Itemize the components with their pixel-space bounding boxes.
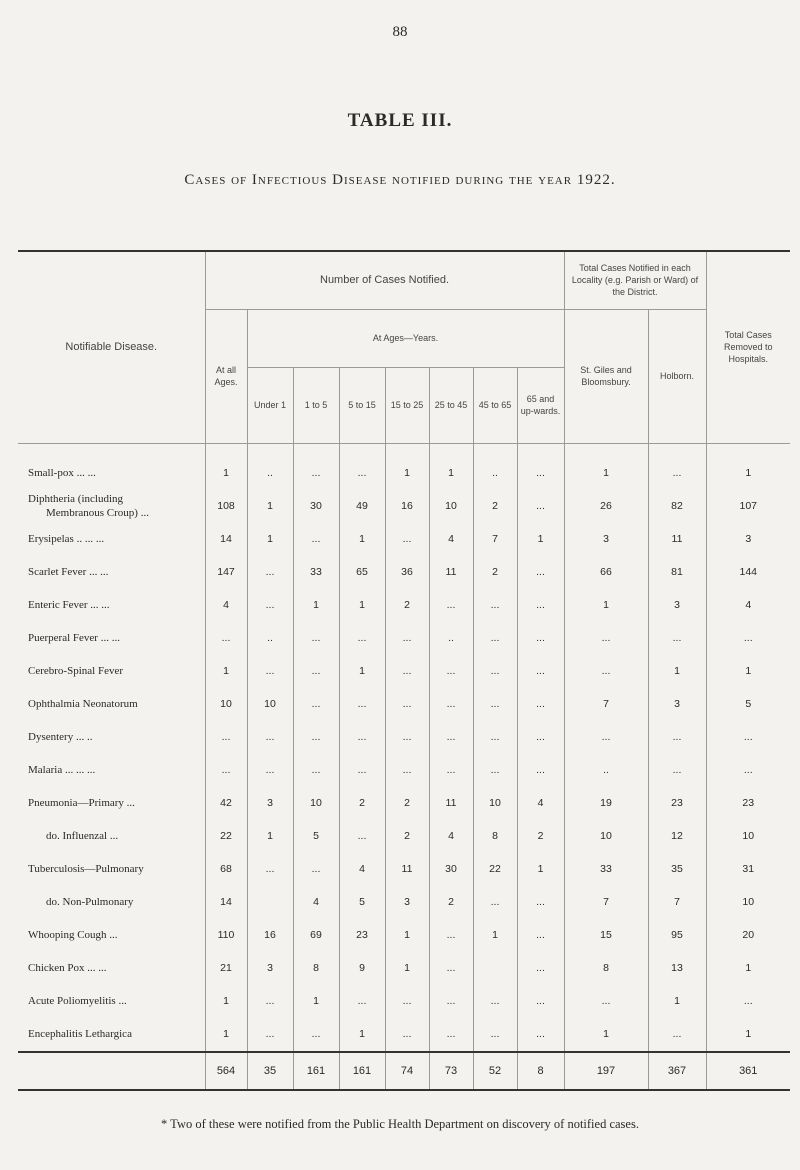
- count-cell: ..: [247, 443, 293, 490]
- count-cell: 1: [517, 853, 564, 886]
- count-cell: 42: [205, 787, 247, 820]
- count-cell: ...: [339, 688, 385, 721]
- count-cell: 5: [293, 820, 339, 853]
- count-cell: ...: [429, 721, 473, 754]
- count-cell: 14: [205, 523, 247, 556]
- count-cell: ..: [564, 754, 648, 787]
- count-cell: 1: [385, 443, 429, 490]
- count-cell: ...: [517, 443, 564, 490]
- count-cell: ...: [706, 754, 790, 787]
- count-cell: ...: [385, 754, 429, 787]
- table-row: [18, 1018, 790, 1052]
- header-at-ages: At Ages—Years.: [247, 309, 564, 367]
- count-cell: ...: [517, 721, 564, 754]
- count-cell: 1: [247, 523, 293, 556]
- totals-label-cell: [18, 1052, 205, 1090]
- count-cell: 69: [293, 919, 339, 952]
- count-cell: ..: [473, 443, 517, 490]
- count-cell: ...: [648, 721, 706, 754]
- total-cell: 8: [517, 1052, 564, 1090]
- count-cell: 14: [205, 886, 247, 919]
- total-cell: 161: [293, 1052, 339, 1090]
- count-cell: 7: [564, 886, 648, 919]
- count-cell: 2: [385, 820, 429, 853]
- count-cell: 1: [205, 1018, 247, 1052]
- count-cell: 1: [205, 655, 247, 688]
- count-cell: 1: [564, 589, 648, 622]
- disease-name-cell: Enteric Fever ... ...: [18, 589, 205, 622]
- count-cell: 95: [648, 919, 706, 952]
- count-cell: 9: [339, 952, 385, 985]
- count-cell: 1: [205, 443, 247, 490]
- table-row: [18, 820, 790, 853]
- count-cell: ...: [429, 688, 473, 721]
- count-cell: 4: [205, 589, 247, 622]
- count-cell: ...: [339, 820, 385, 853]
- total-cell: 74: [385, 1052, 429, 1090]
- count-cell: 1: [247, 820, 293, 853]
- count-cell: ...: [517, 886, 564, 919]
- count-cell: 3: [706, 523, 790, 556]
- total-cell: 73: [429, 1052, 473, 1090]
- count-cell: 2: [429, 886, 473, 919]
- count-cell: ...: [339, 754, 385, 787]
- count-cell: 21: [205, 952, 247, 985]
- table-body: [18, 443, 790, 1052]
- infectious-disease-table: [18, 250, 790, 1091]
- table-row: [18, 655, 790, 688]
- count-cell: 1: [517, 523, 564, 556]
- count-cell: 1: [339, 589, 385, 622]
- header-age-5-to-15: 5 to 15: [339, 367, 385, 443]
- disease-name-cell: do. Influenzal ...: [18, 820, 205, 853]
- count-cell: 1: [293, 589, 339, 622]
- disease-name-cell: Erysipelas .. ... ...: [18, 523, 205, 556]
- count-cell: 1: [706, 1018, 790, 1052]
- count-cell: 10: [205, 688, 247, 721]
- disease-name-cell: Small-pox ... ...: [18, 443, 205, 490]
- count-cell: ...: [429, 919, 473, 952]
- count-cell: 3: [648, 688, 706, 721]
- count-cell: 7: [564, 688, 648, 721]
- count-cell: 8: [473, 820, 517, 853]
- count-cell: 33: [293, 556, 339, 589]
- count-cell: ...: [293, 853, 339, 886]
- disease-name-cell: Scarlet Fever ... ...: [18, 556, 205, 589]
- count-cell: ...: [293, 688, 339, 721]
- count-cell: ..: [247, 622, 293, 655]
- count-cell: ...: [205, 754, 247, 787]
- count-cell: 10: [564, 820, 648, 853]
- header-age-1-to-5: 1 to 5: [293, 367, 339, 443]
- count-cell: 10: [473, 787, 517, 820]
- count-cell: 2: [473, 490, 517, 523]
- count-cell: ...: [517, 655, 564, 688]
- count-cell: 110: [205, 919, 247, 952]
- count-cell: 1: [205, 985, 247, 1018]
- disease-name-line-2: Membranous Croup) ...: [46, 507, 149, 519]
- count-cell: ...: [517, 490, 564, 523]
- count-cell: 5: [339, 886, 385, 919]
- count-cell: 108: [205, 490, 247, 523]
- count-cell: ...: [564, 985, 648, 1018]
- header-locality-group: Total Cases Notified in each Locality (e.g. Parish or Ward) of the District.: [564, 251, 706, 309]
- count-cell: 3: [648, 589, 706, 622]
- table-row: [18, 886, 790, 919]
- count-cell: ...: [385, 688, 429, 721]
- count-cell: ...: [648, 754, 706, 787]
- count-cell: 2: [385, 787, 429, 820]
- count-cell: ...: [293, 1018, 339, 1052]
- count-cell: 11: [429, 556, 473, 589]
- header-all-ages: At all Ages.: [205, 309, 247, 443]
- disease-name-cell: Ophthalmia Neonatorum: [18, 688, 205, 721]
- count-cell: ...: [385, 721, 429, 754]
- disease-name-line-1: Diphtheria (including: [28, 493, 124, 505]
- count-cell: ...: [385, 655, 429, 688]
- count-cell: 10: [293, 787, 339, 820]
- count-cell: ...: [247, 853, 293, 886]
- count-cell: ...: [429, 985, 473, 1018]
- count-cell: 22: [205, 820, 247, 853]
- count-cell: 3: [247, 952, 293, 985]
- table-subtitle: Cases of Infectious Disease notified during the year 1922.: [184, 172, 616, 188]
- disease-name-cell: Encephalitis Lethargica: [18, 1018, 205, 1052]
- total-cell: 361: [706, 1052, 790, 1090]
- count-cell: 4: [706, 589, 790, 622]
- count-cell: ...: [247, 754, 293, 787]
- table-row: [18, 490, 790, 523]
- count-cell: ...: [247, 556, 293, 589]
- count-cell: 2: [385, 589, 429, 622]
- count-cell: 1: [339, 523, 385, 556]
- table-row: [18, 443, 790, 490]
- count-cell: 26: [564, 490, 648, 523]
- table-title: TABLE III.: [347, 110, 453, 131]
- disease-name-cell: Dysentery ... ..: [18, 721, 205, 754]
- total-cell: 564: [205, 1052, 247, 1090]
- count-cell: ...: [339, 443, 385, 490]
- count-cell: ...: [293, 754, 339, 787]
- count-cell: ...: [293, 721, 339, 754]
- count-cell: 82: [648, 490, 706, 523]
- disease-name-cell: Whooping Cough ...: [18, 919, 205, 952]
- count-cell: ...: [339, 721, 385, 754]
- count-cell: ...: [293, 622, 339, 655]
- count-cell: 8: [293, 952, 339, 985]
- disease-name-cell: Cerebro-Spinal Fever: [18, 655, 205, 688]
- count-cell: 10: [706, 886, 790, 919]
- count-cell: 16: [247, 919, 293, 952]
- table-row: [18, 754, 790, 787]
- totals-row: [18, 1052, 790, 1090]
- count-cell: 1: [564, 443, 648, 490]
- count-cell: ...: [706, 985, 790, 1018]
- table-row: [18, 952, 790, 985]
- count-cell: 36: [385, 556, 429, 589]
- count-cell: 11: [429, 787, 473, 820]
- table-row: [18, 853, 790, 886]
- count-cell: ...: [293, 443, 339, 490]
- total-cell: 367: [648, 1052, 706, 1090]
- count-cell: ...: [339, 985, 385, 1018]
- count-cell: 23: [339, 919, 385, 952]
- count-cell: ...: [648, 1018, 706, 1052]
- table-footer: [18, 1052, 790, 1090]
- count-cell: ...: [517, 688, 564, 721]
- header-age-65-upwards: 65 and up-wards.: [517, 367, 564, 443]
- count-cell: [247, 886, 293, 919]
- count-cell: ...: [339, 622, 385, 655]
- count-cell: 4: [339, 853, 385, 886]
- count-cell: [473, 952, 517, 985]
- disease-name-cell: Chicken Pox ... ...: [18, 952, 205, 985]
- count-cell: ...: [429, 589, 473, 622]
- count-cell: ...: [517, 754, 564, 787]
- disease-name-cell: Pneumonia—Primary ...: [18, 787, 205, 820]
- count-cell: ...: [473, 589, 517, 622]
- count-cell: ...: [205, 721, 247, 754]
- count-cell: 23: [648, 787, 706, 820]
- count-cell: 4: [429, 820, 473, 853]
- count-cell: 12: [648, 820, 706, 853]
- count-cell: ...: [473, 622, 517, 655]
- count-cell: ...: [473, 886, 517, 919]
- table-row: [18, 523, 790, 556]
- count-cell: ...: [706, 721, 790, 754]
- disease-name-cell: Acute Poliomyelitis ...: [18, 985, 205, 1018]
- count-cell: ...: [473, 655, 517, 688]
- table-header: [18, 251, 790, 443]
- disease-name-cell: do. Non-Pulmonary: [18, 886, 205, 919]
- count-cell: 22: [473, 853, 517, 886]
- count-cell: 1: [385, 919, 429, 952]
- count-cell: ...: [293, 655, 339, 688]
- header-notified-group: Number of Cases Notified.: [205, 251, 564, 309]
- count-cell: 10: [706, 820, 790, 853]
- count-cell: 1: [706, 443, 790, 490]
- count-cell: 1: [293, 985, 339, 1018]
- count-cell: 4: [517, 787, 564, 820]
- count-cell: 1: [339, 1018, 385, 1052]
- count-cell: 1: [648, 655, 706, 688]
- table-row: [18, 721, 790, 754]
- count-cell: 144: [706, 556, 790, 589]
- count-cell: 66: [564, 556, 648, 589]
- count-cell: ...: [517, 556, 564, 589]
- count-cell: ...: [247, 589, 293, 622]
- count-cell: ...: [473, 721, 517, 754]
- count-cell: ...: [385, 985, 429, 1018]
- count-cell: 3: [247, 787, 293, 820]
- footnote: * Two of these were notified from the Public Health Department on discovery of notified cases.: [161, 1117, 639, 1131]
- count-cell: ...: [293, 523, 339, 556]
- count-cell: 1: [473, 919, 517, 952]
- count-cell: 65: [339, 556, 385, 589]
- count-cell: 4: [429, 523, 473, 556]
- count-cell: 7: [473, 523, 517, 556]
- header-holborn: Holborn.: [648, 309, 706, 443]
- count-cell: ...: [517, 622, 564, 655]
- count-cell: 7: [648, 886, 706, 919]
- count-cell: ...: [517, 589, 564, 622]
- count-cell: ...: [564, 721, 648, 754]
- count-cell: ...: [429, 754, 473, 787]
- count-cell: 33: [564, 853, 648, 886]
- count-cell: 30: [293, 490, 339, 523]
- count-cell: 68: [205, 853, 247, 886]
- table-row: [18, 688, 790, 721]
- count-cell: 10: [429, 490, 473, 523]
- count-cell: ...: [517, 1018, 564, 1052]
- count-cell: ...: [517, 952, 564, 985]
- count-cell: 1: [339, 655, 385, 688]
- count-cell: ...: [564, 622, 648, 655]
- count-cell: ...: [648, 622, 706, 655]
- total-cell: 35: [247, 1052, 293, 1090]
- count-cell: 107: [706, 490, 790, 523]
- count-cell: ...: [385, 523, 429, 556]
- header-st-giles-bloomsbury: St. Giles and Bloomsbury.: [564, 309, 648, 443]
- count-cell: ...: [385, 622, 429, 655]
- count-cell: ...: [473, 688, 517, 721]
- count-cell: 5: [706, 688, 790, 721]
- disease-name-cell: Tuberculosis—Pulmonary: [18, 853, 205, 886]
- count-cell: 3: [564, 523, 648, 556]
- count-cell: ...: [517, 985, 564, 1018]
- count-cell: ...: [205, 622, 247, 655]
- count-cell: 2: [517, 820, 564, 853]
- table-row: [18, 622, 790, 655]
- count-cell: 30: [429, 853, 473, 886]
- count-cell: 19: [564, 787, 648, 820]
- count-cell: ...: [247, 1018, 293, 1052]
- header-age-45-to-65: 45 to 65: [473, 367, 517, 443]
- count-cell: ...: [429, 655, 473, 688]
- count-cell: 2: [473, 556, 517, 589]
- count-cell: ...: [247, 985, 293, 1018]
- table-row: [18, 787, 790, 820]
- count-cell: 1: [706, 655, 790, 688]
- count-cell: 3: [385, 886, 429, 919]
- disease-name-cell: Puerperal Fever ... ...: [18, 622, 205, 655]
- count-cell: ...: [429, 1018, 473, 1052]
- count-cell: ...: [473, 1018, 517, 1052]
- count-cell: 1: [648, 985, 706, 1018]
- header-removed-to-hospitals: Total Cases Removed to Hospitals.: [706, 251, 790, 443]
- count-cell: 20: [706, 919, 790, 952]
- count-cell: ..: [429, 622, 473, 655]
- total-cell: 52: [473, 1052, 517, 1090]
- count-cell: 8: [564, 952, 648, 985]
- count-cell: 16: [385, 490, 429, 523]
- total-cell: 161: [339, 1052, 385, 1090]
- count-cell: ...: [473, 754, 517, 787]
- count-cell: 13: [648, 952, 706, 985]
- count-cell: ...: [564, 655, 648, 688]
- count-cell: 1: [429, 443, 473, 490]
- count-cell: 11: [385, 853, 429, 886]
- count-cell: 11: [648, 523, 706, 556]
- header-age-25-to-45: 25 to 45: [429, 367, 473, 443]
- disease-name-cell: Malaria ... ... ...: [18, 754, 205, 787]
- header-disease: Notifiable Disease.: [18, 251, 205, 443]
- count-cell: ...: [429, 952, 473, 985]
- table-row: [18, 556, 790, 589]
- count-cell: 1: [564, 1018, 648, 1052]
- page-number: 88: [392, 24, 408, 40]
- count-cell: 1: [385, 952, 429, 985]
- count-cell: 35: [648, 853, 706, 886]
- count-cell: ...: [648, 443, 706, 490]
- table-row: [18, 985, 790, 1018]
- count-cell: 10: [247, 688, 293, 721]
- count-cell: ...: [473, 985, 517, 1018]
- disease-name-cell: [18, 490, 205, 523]
- count-cell: 49: [339, 490, 385, 523]
- count-cell: ...: [247, 721, 293, 754]
- count-cell: ...: [247, 655, 293, 688]
- count-cell: ...: [517, 919, 564, 952]
- header-age-under-1: Under 1: [247, 367, 293, 443]
- count-cell: ...: [385, 1018, 429, 1052]
- count-cell: 81: [648, 556, 706, 589]
- count-cell: 2: [339, 787, 385, 820]
- header-age-15-to-25: 15 to 25: [385, 367, 429, 443]
- table-row: [18, 589, 790, 622]
- total-cell: 197: [564, 1052, 648, 1090]
- table-row: [18, 919, 790, 952]
- count-cell: 147: [205, 556, 247, 589]
- count-cell: 15: [564, 919, 648, 952]
- count-cell: ...: [706, 622, 790, 655]
- count-cell: 1: [247, 490, 293, 523]
- count-cell: 1: [706, 952, 790, 985]
- infectious-disease-table-container: [18, 250, 790, 1091]
- count-cell: 4: [293, 886, 339, 919]
- count-cell: 23: [706, 787, 790, 820]
- count-cell: 31: [706, 853, 790, 886]
